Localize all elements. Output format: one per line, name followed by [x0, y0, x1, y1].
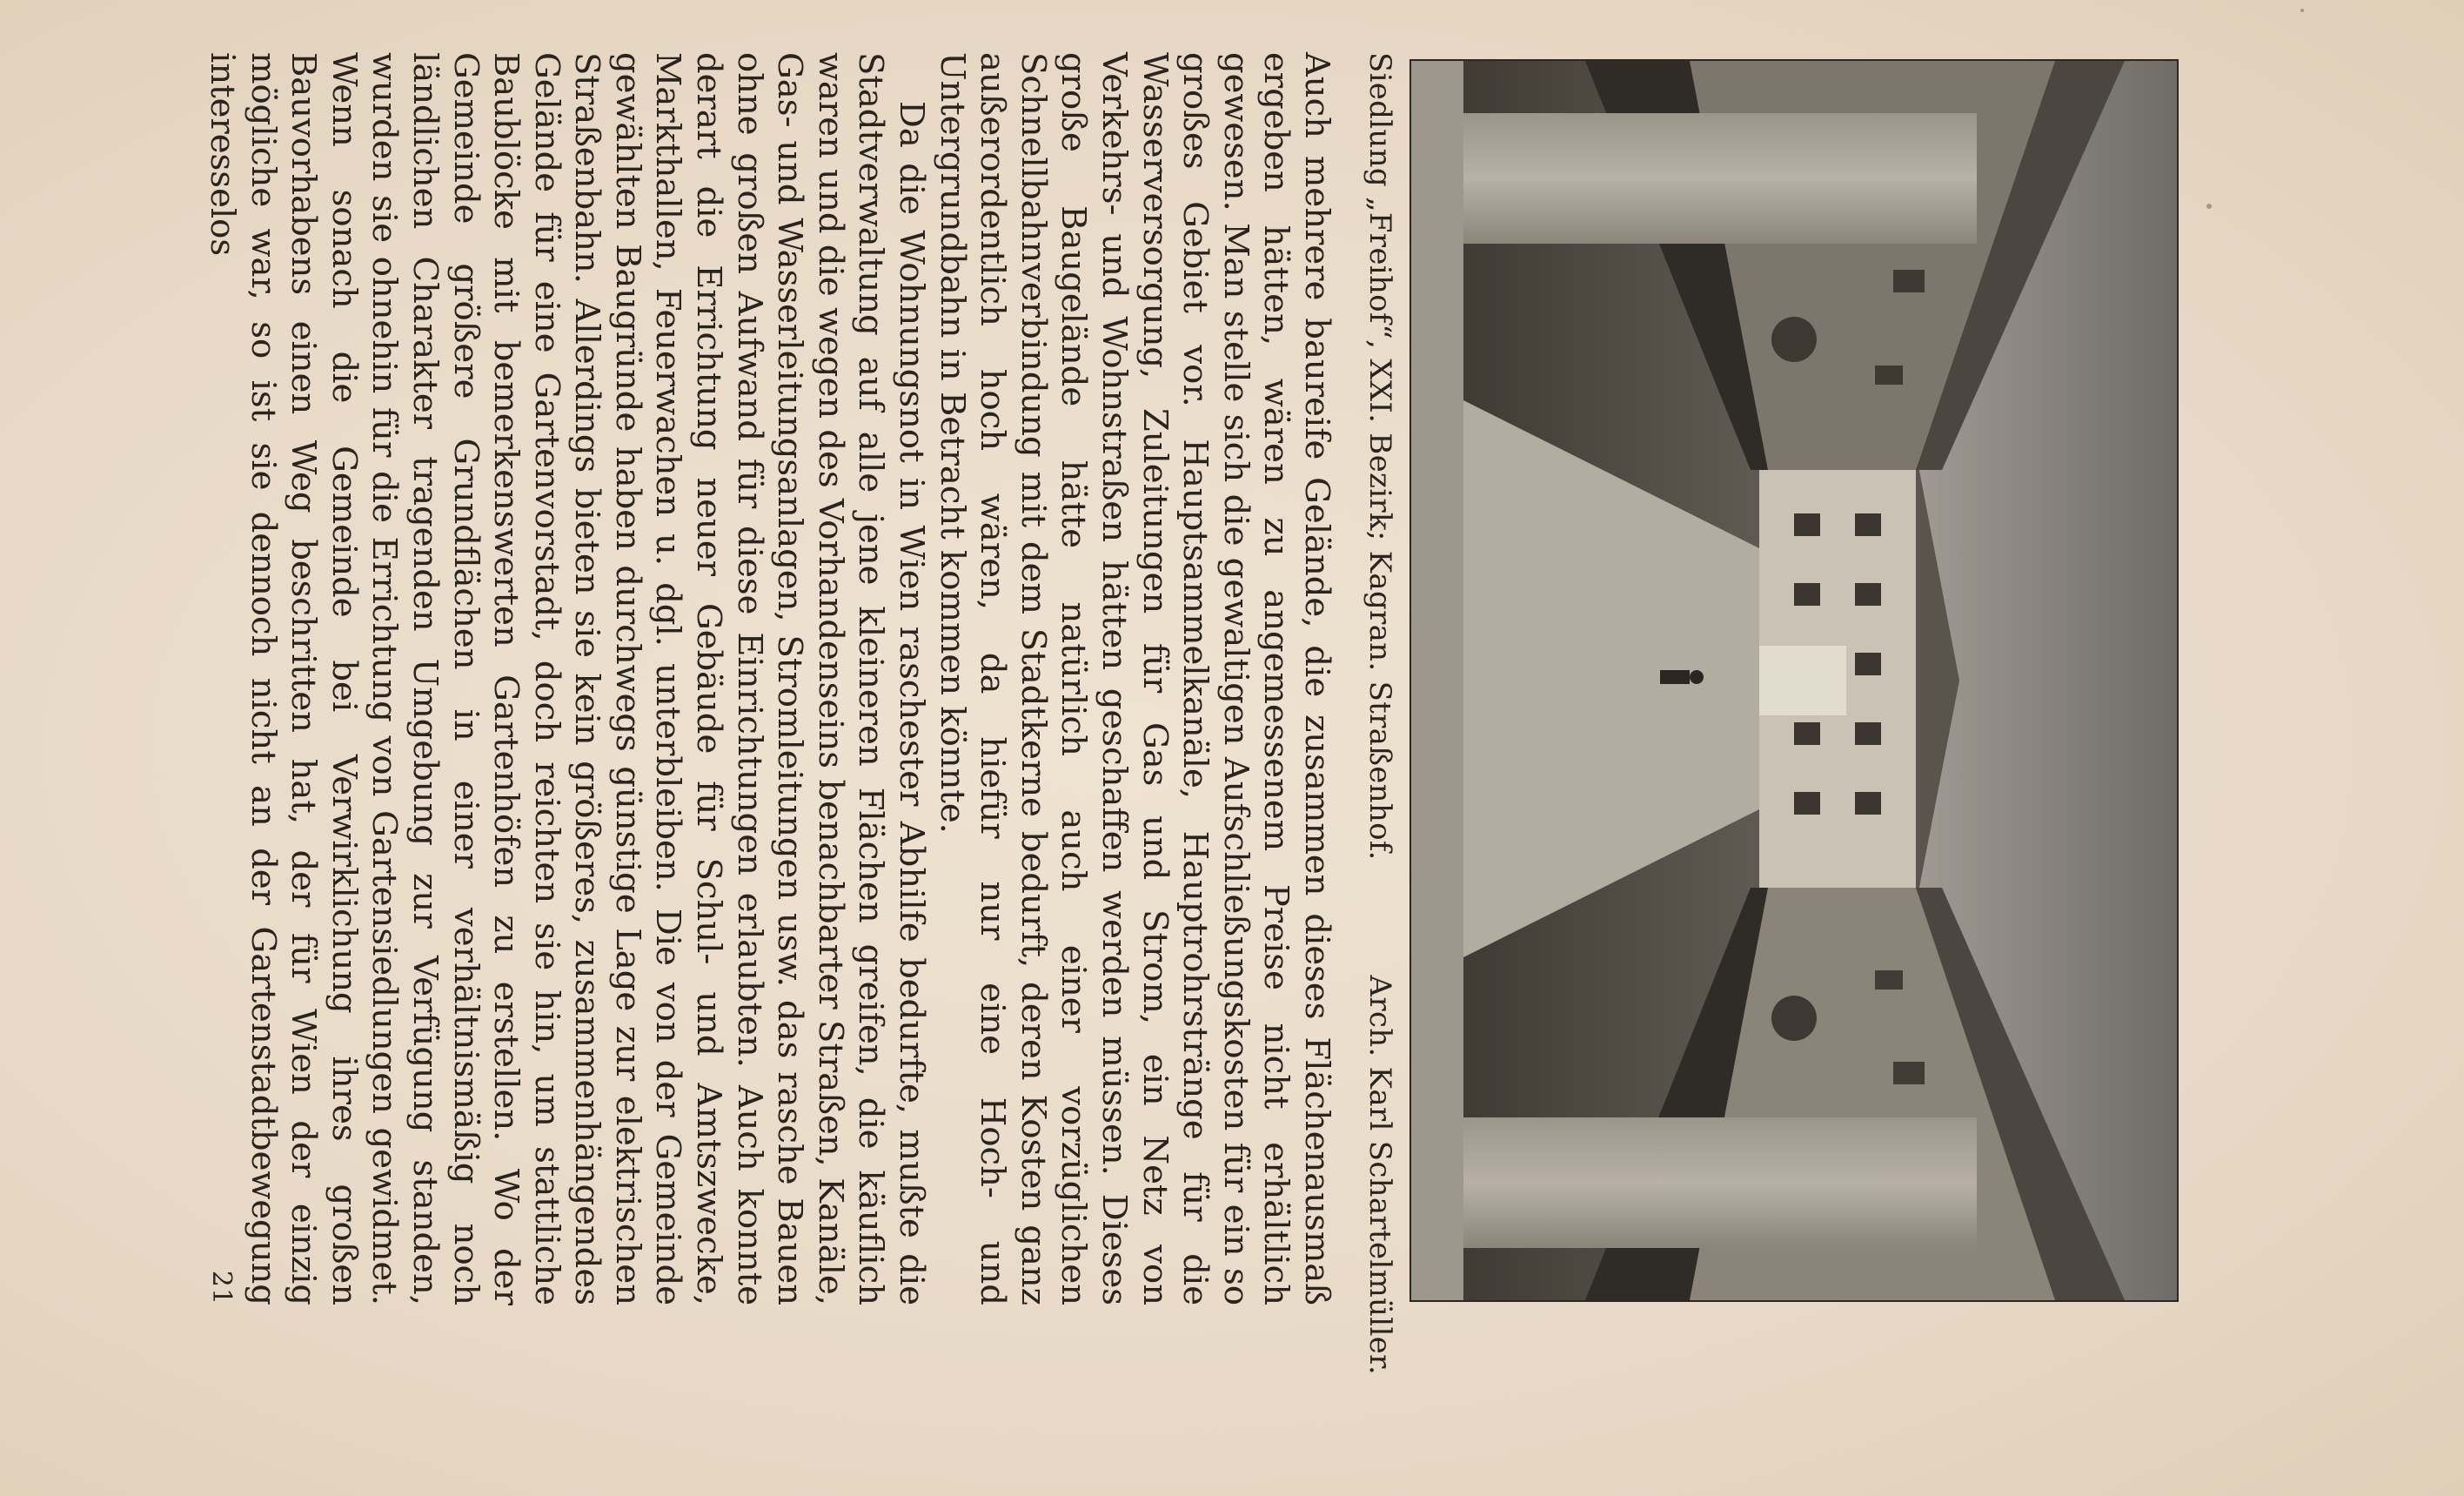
caption-architect: Arch. Karl Schartelmüller.: [1363, 975, 1397, 1375]
caption-title: Siedlung „Freihof“, XXI. Bezirk; Kagran. Straßenhof.: [1363, 52, 1397, 861]
paper-speck: [2206, 204, 2212, 209]
paragraph-1: Auch mehrere baureife Gelände, die zusammen dieses Flächenausmaß ergeben hätten, wären zu angemessenem Preise nicht erhältlich gewesen. Man stelle sich die gewaltigen Aufschließungskosten für ein so großes Gebiet vor. Hauptsammelkanäle, Hauptrohrstränge für die Wasserversorgung, Zuleitungen für Gas und Strom, ein Netz von Verkehrs- und Wohnstraßen hätten geschaffen werden müssen. Dieses große Baugelände hätte natürlich auch einer vorzüglichen Schnellbahnverbindung mit dem Stadtkerne bedurft, deren Kosten ganz außerordentlich hoch wären, da hiefür nur eine Hoch- und Untergrundbahn in Betracht kommen könnte.: [932, 52, 1336, 1305]
courtyard-photograph: [1409, 59, 2179, 1302]
paragraph-2: Da die Wohnungsnot in Wien raschester Abhilfe bedurfte, mußte die Stadtverwaltung auf alle jene kleineren Flächen greifen, die käuflich waren und die wegen des Vorhandenseins benachbarter Straßen, Kanäle, Gas- und Wasserleitungsanlagen, Stromleitungen usw. das rasche Bauen ohne großen Aufwand für diese Einrichtungen erlaubten. Auch konnte derart die Errichtung neuer Gebäude für Schul- und Amtszwecke, Markthallen, Feuerwachen u. dgl. unterbleiben. Die von der Gemeinde gewählten Baugründe haben durchwegs günstige Lage zur elektrischen Straßenbahn. Allerdings bieten sie kein größeres, zusammenhängendes Gelände für eine Gartenvorstadt, doch reichten sie hin, um stattliche Baublöcke mit bemerkenswerten Gartenhöfen zu erstellen. Wo der Gemeinde größere Grundflächen in einer verhältnismäßig noch ländlichen Charakter tragenden Umgebung zur Verfügung standen, wurden sie ohnehin für die Errichtung von Gartensiedlungen gewidmet. Wenn sonach die Gemeinde bei Verwirklichung ihres großen Bauvorhabens einen Weg beschritten hat, der für Wien der einzig mögliche war, so ist sie dennoch nicht an der Gartenstadtbewegung interesselos: [202, 52, 932, 1305]
photo-caption: [1354, 52, 1406, 1375]
photograph-image: [1411, 61, 2177, 1300]
page-number: 21: [206, 1270, 237, 1306]
paper-speck: [2300, 9, 2304, 12]
